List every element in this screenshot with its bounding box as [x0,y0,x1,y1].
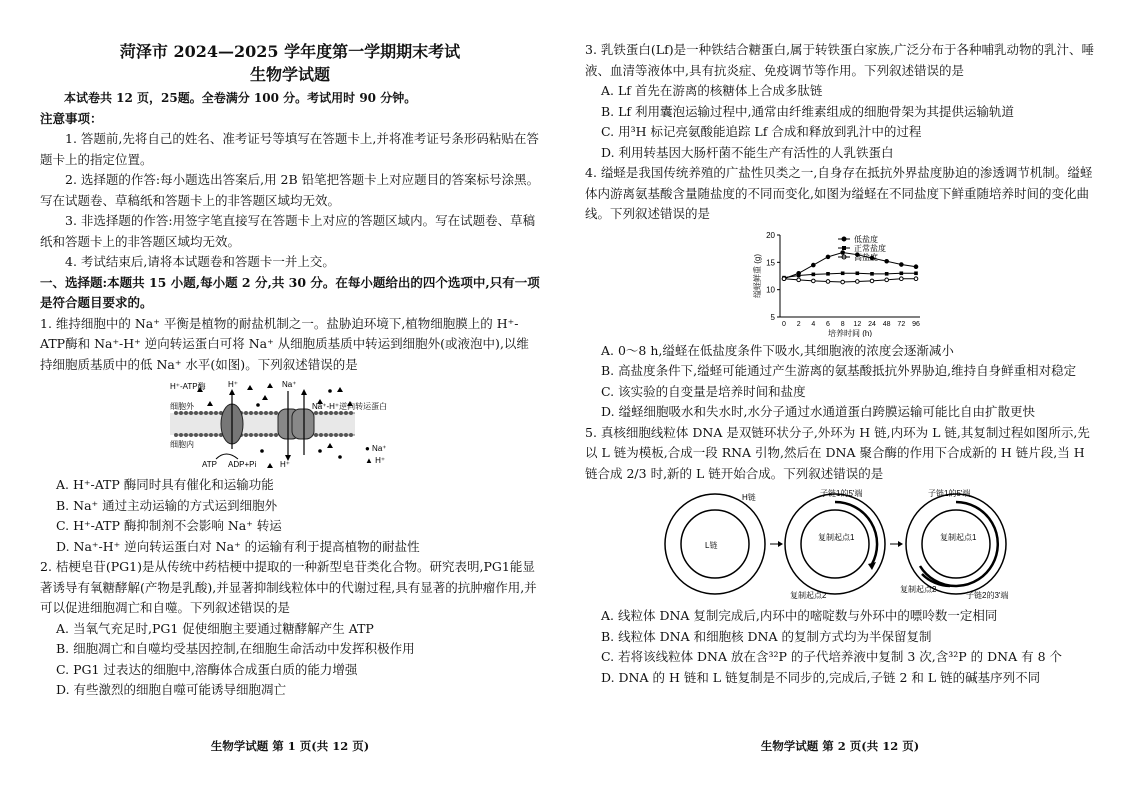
membrane-figure [170,379,410,471]
legend-label: 高盐度 [854,252,878,262]
data-point [841,280,845,284]
data-point [797,278,801,282]
data-point [914,264,918,268]
page-footer-right: 生物学试题 第 2 页(共 12 页) [760,739,920,753]
data-point [826,255,830,259]
question-2-stem: 2. 桔梗皂苷(PG1)是从传统中药桔梗中提取的一种新型皂苷类化合物。研究表明,PG1能显著诱导有氧糖酵解(产物是乳酸),并显著抑制线粒体中的代谢过程,具有显著的抗肿瘤作用,并可以促进细胞凋亡和自噬。下列叙述错误的是 [40,559,537,615]
label-l-chain: L链 [705,541,718,550]
notes-heading: 注意事项： [40,110,103,126]
right-page [585,40,1095,688]
exam-title: 菏泽市 2024—2025 学年度第一学期期末考试 [119,42,461,61]
x-tick-label: 8 [840,320,845,328]
x-tick-label: 6 [826,320,830,328]
left-page [40,40,540,701]
data-point [870,272,874,276]
label-h-atpase: H⁺-ATP酶 [170,382,206,391]
q4-chart-wrap [750,229,930,337]
q3-option-b: B. Lf 利用囊泡运输过程中,通常由纤维素组成的细胞骨架为其提供运输轨道 [601,103,1015,119]
note-item: 4. 考试结束后,请将本试题卷和答题卡一并上交。 [65,254,335,269]
exam-subtitle: 生物学试题 [249,65,330,84]
x-tick-label: 0 [782,320,786,328]
legend-h: ▲ H⁺ [365,456,386,465]
x-tick-label: 48 [882,320,891,328]
q3-option-c: C. 用³H 标记亮氨酸能追踪 Lf 合成和释放到乳汁中的过程 [601,124,922,139]
q5-option-d: D. DNA 的 H 链和 L 链复制是不同步的,完成后,子链 2 和 L 链的碱基序列不同 [601,669,1041,685]
data-point [841,271,845,275]
x-tick-label: 96 [912,320,920,328]
note-item: 2. 选择题的作答:每小题选出答案后,用 2B 铅笔把答题卡上对应题目的答案标号涂黑。写在试题卷、草稿纸和答题卡上的非答题区域均无效。 [40,172,540,208]
x-axis-label: 培养时间 (h) [828,328,872,337]
note-item: 3. 非选择题的作答:用签字笔直接写在答题卡上对应的答题区域内。写在试题卷、草稿纸和答题卡上的非答题区域均无效。 [40,213,536,249]
question-1-stem: 1. 维持细胞中的 Na⁺ 平衡是植物的耐盐机制之一。盐胁迫环境下,植物细胞膜上的 H⁺-ATP酶和 Na⁺-H⁺ 逆向转运蛋白可将 Na⁺ 从细胞质基质中转运到细胞外(或液泡中),以维持细胞质基质中的低 Na⁺ 水平(如图)。下列叙述错误的是 [40,315,529,372]
exam-info: 本试卷共 12 页，25题。全卷满分 100 分。考试用时 90 分钟。 [64,91,417,105]
label-child1-5: 子链1的5'端 [820,489,863,498]
q5-option-c: C. 若将该线粒体 DNA 放在含³²P 的子代培养液中复制 3 次,含³²P 的 DNA 有 8 个 [601,649,1063,664]
y-tick-label: 15 [766,257,775,267]
data-point [900,271,904,275]
data-point [812,263,816,267]
label-child2-3: 子链2的3'端 [966,591,1009,600]
question-4-stem: 4. 缢蛏是我国传统养殖的广盐性贝类之一,自身存在抵抗外界盐度胁迫的渗透调节机制。缢蛏体内游离氨基酸含量随盐度的不同而变化,如图为缢蛏在不同盐度下鲜重随培养时间的变化曲线。下列叙述错误的是 [585,165,1093,221]
membrane [170,413,355,435]
label-origin-2: 复制起点2 [790,591,827,600]
data-point [900,262,904,266]
label-h-bottom: H⁺ [280,460,290,469]
x-tick-label: 12 [853,320,862,328]
label-atp: ATP [202,460,217,469]
section-heading: 一、选择题:本题共 15 小题,每小题 2 分,共 30 分。在每小题给出的四个选项中,只有一项是符合题目要求的。 [40,274,540,310]
q3-option-d: D. 利用转基因大肠杆菌不能生产有活性的人乳铁蛋白 [601,144,894,160]
data-point [826,279,830,283]
q3-option-a: A. Lf 首先在游离的核糖体上合成多肽链 [601,83,823,98]
q1-option-d: D. Na⁺-H⁺ 逆向转运蛋白对 Na⁺ 的运输有利于提高植物的耐盐性 [56,538,420,554]
question-5-stem: 5. 真核细胞线粒体 DNA 是双链环状分子,外环为 H 链,内环为 L 链,其复制过程如图所示,先以 L 链为模板,合成一段 RNA 引物,然后在 DNA 聚合酶的作用下合成新的 H 链片段,当 H 链合成 2/3 时,新的 L 链开始合成。下列叙述错误的是 [585,424,1090,481]
data-point [782,276,786,280]
series-line [784,278,916,281]
q1-option-c: C. H⁺-ATP 酶抑制剂不会影响 Na⁺ 转运 [56,518,282,533]
legend-label: 正常盐度 [854,243,886,253]
label-antiporter: Na⁺-H⁺逆向转运蛋白 [312,402,388,411]
label-outside: 细胞外 [170,402,194,411]
h-chain-ring [785,494,885,594]
page-footer-left: 生物学试题 第 1 页(共 12 页) [210,739,370,753]
label-origin-2: 复制起点2 [900,585,937,594]
data-point [885,278,889,282]
data-point [812,279,816,283]
l-chain-ring [801,510,869,578]
y-tick-label: 10 [766,285,775,295]
membrane-diagram [170,379,410,471]
data-point [900,276,904,280]
data-point [885,272,889,276]
q4-option-b: B. 高盐度条件下,缢蛏可能通过产生游离的氨基酸抵抗外界胁迫,维持自身鲜重相对稳定 [601,363,1077,378]
data-point [797,273,801,277]
data-point [885,259,889,263]
data-point [841,250,845,254]
label-adp: ADP+Pi [228,460,257,469]
legend-label: 低盐度 [854,234,878,244]
q2-option-d: D. 有些激烈的细胞自噬可能诱导细胞凋亡 [56,682,287,697]
question-3-stem: 3. 乳铁蛋白(Lf)是一种铁结合糖蛋白,属于转铁蛋白家族,广泛分布于各种哺乳动物的乳汁、唾液、血清等液体中,具有抗炎症、免疫调节等作用。下列叙述错误的是 [585,42,1095,78]
q1-option-a: A. H⁺-ATP 酶同时具有催化和运输功能 [56,477,274,492]
series-line [784,273,916,277]
y-tick-label: 20 [766,230,775,240]
atp-arrow [216,454,238,459]
q4-option-a: A. 0～8 h,缢蛏在低盐度条件下吸水,其细胞液的浓度会逐渐减小 [601,342,954,358]
x-tick-label: 2 [796,320,801,328]
x-tick-label: 24 [868,320,876,328]
label-h-chain: H链 [742,493,756,502]
h-chain-ring [906,494,1006,594]
x-tick-label: 4 [811,320,816,328]
q2-option-c: C. PG1 过表达的细胞中,溶酶体合成蛋白质的能力增强 [56,661,358,677]
data-point [856,279,860,283]
l-chain-ring [922,510,990,578]
data-point [914,276,918,280]
data-point [914,271,918,275]
q5-option-a: A. 线粒体 DNA 复制完成后,内环中的嘧啶数与外环中的嘌呤数一定相同 [601,608,998,623]
x-tick-label: 72 [897,320,906,328]
q2-option-b: B. 细胞凋亡和自噬均受基因控制,在细胞生命活动中发挥积极作用 [56,641,415,656]
note-item: 1. 答题前,先将自己的姓名、准考证号等填写在答题卡上,并将准考证号条形码粘贴在答题卡上的指定位置。 [40,131,539,167]
q5-option-b: B. 线粒体 DNA 和细胞核 DNA 的复制方式均为半保留复制 [601,628,932,644]
legend-na: ● Na⁺ [365,444,387,453]
q4-line-chart [750,229,930,337]
child-chain-1 [920,502,998,586]
label-origin-1: 复制起点1 [940,533,977,542]
label-h-top: H⁺ [228,380,238,389]
label-inside: 细胞内 [170,440,194,449]
mtdna-figure [660,488,1020,602]
data-point [856,271,860,275]
q4-option-d: D. 缢蛏细胞吸水和失水时,水分子通过水通道蛋白跨膜运输可能比自由扩散更快 [601,404,1035,419]
q2-option-a: A. 当氧气充足时,PG1 促使细胞主要通过糖酵解产生 ATP [56,620,374,636]
data-point [826,272,830,276]
data-point [870,279,874,283]
q1-option-b: B. Na⁺ 通过主动运输的方式运到细胞外 [56,497,278,513]
label-na-top: Na⁺ [282,380,297,389]
y-tick-label: 5 [770,312,775,322]
label-child1-5: 子链1的5'端 [928,489,971,498]
label-origin-1: 复制起点1 [818,533,855,542]
q4-option-c: C. 该实验的自变量是培养时间和盐度 [601,383,806,399]
data-point [812,272,816,276]
y-axis-label: 缢蛏鲜重 (g) [753,253,762,298]
mtdna-diagram [660,488,1020,602]
